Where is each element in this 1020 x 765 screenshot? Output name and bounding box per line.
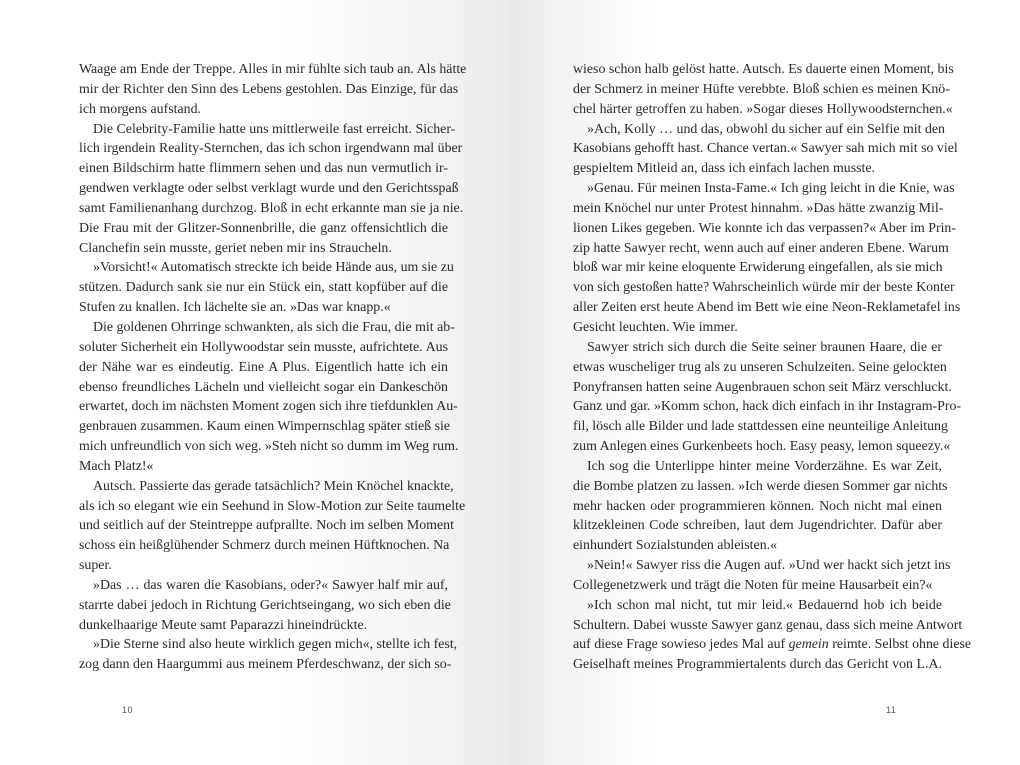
- text-line: lich irgendein Reality-Sternchen, das ich schon irgendwann mal über: [79, 141, 463, 157]
- text-line: die Bombe platzen zu lassen. »Ich werde diesen Sommer gar nichts: [573, 478, 948, 494]
- text-line: »Ach, Kolly … und das, obwohl du sicher auf ein Selfie mit den: [587, 121, 946, 137]
- text-line: super.: [79, 558, 112, 574]
- text-line: mein Knöchel nur unter Protest hinnahm. »Das hätte zwanzig Mil-: [573, 200, 944, 216]
- left-page-number: 10: [122, 705, 134, 715]
- text-line: chel härter getroffen zu haben. »Sogar dieses Hollywoodsternchen.«: [573, 101, 953, 117]
- text-line: zum Anlegen eines Gurkenbeets hoch. Easy peasy, lemon squeezy.«: [573, 439, 951, 455]
- text-line: als ich so elegant wie ein Seehund in Slow-Motion zur Seite taumelte: [79, 498, 466, 514]
- text-line: schoss ein heißglühender Schmerz durch meinen Hüftknochen. Na: [79, 538, 450, 554]
- text-line: auf diese Frage sowieso jedes Mal auf gemein reimte. Selbst ohne diese: [573, 637, 972, 653]
- text-line: von sich gestoßen hatte? Wahrscheinlich würde mir der beste Konter: [573, 280, 955, 296]
- text-line: »Die Sterne sind also heute wirklich gegen mich«, stellte ich fest,: [93, 637, 458, 653]
- text-line: mir der Richter den Sinn des Lebens gestohlen. Das Einzige, für das: [79, 81, 459, 97]
- text-line: Autsch. Passierte das gerade tatsächlich? Mein Knöchel knackte,: [93, 478, 454, 494]
- text-line: Stufen zu knallen. Ich lächelte sie an. »Das war knapp.«: [79, 300, 391, 316]
- text-line: bloß war mir keine eloquente Erwiderung eingefallen, als sie mich: [573, 260, 943, 276]
- text-line: fil, lösch alle Bilder und lade stattdessen eine neunteilige Anleitung: [573, 419, 948, 435]
- text-line: »Vorsicht!« Automatisch streckte ich beide Hände aus, um sie zu: [93, 260, 454, 276]
- right-page: [510, 0, 1020, 765]
- text-line: starrte dabei jedoch in Richtung Gerichtseingang, wo sich eben die: [79, 597, 451, 613]
- text-line: klitzekleinen Code schreiben, laut dem Jugendrichter. Dafür aber: [573, 518, 942, 534]
- text-line: Ponyfransen hatten seine Augenbrauen schon seit März verschluckt.: [573, 379, 952, 395]
- text-line: Collegenetzwerk und trägt die Noten für meine Hausarbeit ein?«: [573, 577, 933, 593]
- text-line: genbrauen zusammen. Kaum einen Wimpernschlag später stieß sie: [79, 419, 451, 435]
- right-page-number: 11: [886, 705, 897, 715]
- text-line: Die goldenen Ohrringe schwankten, als sich die Frau, die mit ab-: [93, 319, 455, 335]
- text-line: Sawyer strich sich durch die Seite seiner braunen Haare, die er: [587, 339, 942, 355]
- text-line: Geiselhaft meines Programmiertalents durch das Gericht von L.A.: [573, 657, 942, 673]
- text-line: Die Celebrity-Familie hatte uns mittlerweile fast erreicht. Sicher-: [93, 121, 456, 137]
- text-line: mich unfreundlich von sich weg. »Steh nicht so dumm im Weg rum.: [79, 439, 459, 455]
- text-line: einen Bildschirm hatte flimmern sehen und das nun vermutlich ir-: [79, 161, 448, 177]
- text-line: zog dann den Haargummi aus meinem Pferdeschwanz, der sich so-: [79, 657, 452, 673]
- text-line: Schultern. Dabei wusste Sawyer ganz genau, dass sich meine Antwort: [573, 617, 963, 633]
- text-line: stützen. Dadurch sank sie nur ein Stück ein, statt kopfüber auf die: [79, 280, 448, 296]
- text-line: und seitlich auf der Steintreppe aufprallte. Noch im selben Moment: [79, 518, 454, 534]
- text-line: mehr hacken oder programmieren können. Noch nicht mal einen: [573, 498, 942, 514]
- text-line: Clanchefin sein musste, geriet neben mir ins Straucheln.: [79, 240, 392, 256]
- text-line: Waage am Ende der Treppe. Alles in mir fühlte sich taub an. Als hätte: [79, 62, 467, 77]
- text-line: Kasobians gehofft hast. Chance vertan.« Sawyer sah mich mit so viel: [573, 141, 958, 157]
- text-line: »Genau. Für meinen Insta-Fame.« Ich ging leicht in die Knie, was: [587, 181, 955, 197]
- text-line: lionen Likes gegeben. Wie konnte ich das verpassen?« Aber im Prin-: [573, 220, 957, 236]
- text-line: Ich sog die Unterlippe hinter meine Vorderzähne. Es war Zeit,: [587, 458, 942, 474]
- text-line: »Das … das waren die Kasobians, oder?« Sawyer half mir auf,: [93, 577, 448, 593]
- text-line: aller Zeiten erst heute Abend im Bett wie eine Neon-Reklametafel ins: [573, 300, 961, 316]
- left-page-text: [79, 60, 467, 675]
- text-line: etwas wuscheliger trug als zu unseren Schulzeiten. Seine gelockten: [573, 359, 947, 375]
- text-line: wieso schon halb gelöst hatte. Autsch. Es dauerte einen Moment, bis: [573, 62, 954, 77]
- text-line: samt Familienanhang durchzog. Bloß in echt erkannte man sie ja nie.: [79, 200, 464, 216]
- text-line: gendwen verklagte oder selbst verklagt wurde und den Gerichtsspaß: [79, 181, 459, 197]
- text-line: Ganz und gar. »Komm schon, hack dich einfach in ihr Instagram-Pro-: [573, 399, 962, 415]
- text-line: Mach Platz!«: [79, 458, 154, 474]
- text-line: der Schmerz in meiner Hüfte verebbte. Bloß schien es meinen Knö-: [573, 81, 950, 97]
- right-page-text: [573, 60, 972, 675]
- text-line: zip hatte Sawyer recht, wenn auch auf einer anderen Ebene. Warum: [573, 240, 949, 256]
- text-line: Gesicht leuchten. Wie immer.: [573, 319, 738, 335]
- text-line: soluter Sicherheit ein Hollywoodstar sein musste, aufrichtete. Aus: [79, 339, 448, 355]
- text-line: ebenso freundliches Lächeln und vielleicht sogar ein Dankeschön: [79, 379, 448, 395]
- text-line: der Nähe war es eindeutig. Eine A Plus. Eigentlich hatte ich ein: [79, 359, 448, 375]
- text-line: »Nein!« Sawyer riss die Augen auf. »Und wer hackt sich jetzt ins: [587, 558, 951, 574]
- text-line: einhundert Sozialstunden ableisten.«: [573, 538, 778, 554]
- text-line: Die Frau mit der Glitzer-Sonnenbrille, die ganz offensichtlich die: [79, 220, 448, 236]
- text-line: erwartet, doch im nächsten Moment zogen sich ihre tiefdunklen Au-: [79, 399, 458, 415]
- text-line: ich morgens aufstand.: [79, 101, 202, 117]
- text-line: dunkelhaarige Meute samt Paparazzi hineindrückte.: [79, 617, 368, 633]
- text-line: »Ich schon mal nicht, tut mir leid.« Bedauernd hob ich beide: [587, 597, 942, 613]
- text-line: gespieltem Mitleid an, dass ich einfach lachen musste.: [573, 161, 876, 177]
